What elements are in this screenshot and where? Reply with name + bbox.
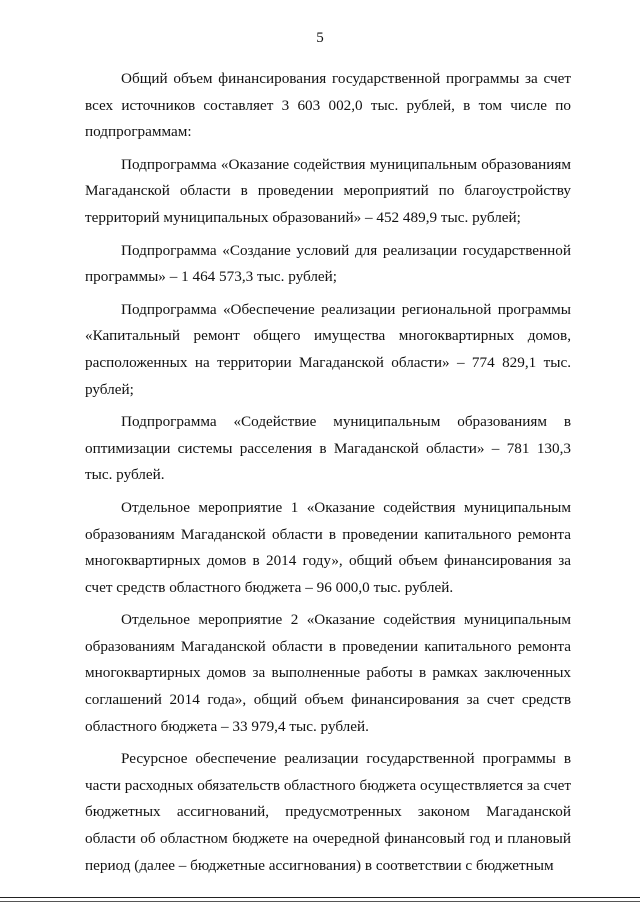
paragraph-subprogram-resettlement: Подпрограмма «Содействие муниципальным образованиям в оптимизации системы расселения в Магаданской области» – 781 130,3 тыс. рублей. bbox=[85, 413, 571, 484]
paragraph-subprogram-conditions: Подпрограмма «Создание условий для реализации государственной программы» – 1 464 573,3 тыс. рублей; bbox=[85, 241, 571, 286]
page-number: 5 bbox=[316, 30, 324, 46]
paragraph-separate-measure-1: Отдельное мероприятие 1 «Оказание содействия муниципальным образованиям Магаданской области в проведении капитального ремонта многоквартирных домов в 2014 году», общий объем финансирования за счет средств областного бюджета – 96 000,0 тыс. рублей. bbox=[85, 498, 571, 596]
paragraph-separate-measure-2: Отдельное мероприятие 2 «Оказание содействия муниципальным образованиям Магаданской области в проведении капитального ремонта многоквартирных домов за выполненные работы в рамках заключенных соглашений 2014 года», общий объем финансирования за счет средств областного бюджета – 33 979,4 тыс. рублей. bbox=[85, 611, 571, 735]
paragraph-subprogram-landscaping: Подпрограмма «Оказание содействия муниципальным образованиям Магаданской области в проведении мероприятий по благоустройству территорий муниципальных образований» – 452 489,9 тыс. рублей; bbox=[85, 155, 571, 226]
scan-edge-line-secondary bbox=[0, 901, 640, 902]
document-body bbox=[85, 66, 571, 885]
paragraph-subprogram-capital-repair: Подпрограмма «Обеспечение реализации региональной программы «Капитальный ремонт общего имущества многоквартирных домов, расположенных на территории Магаданской области» – 774 829,1 тыс. рублей; bbox=[85, 300, 571, 398]
scan-edge-line bbox=[0, 897, 640, 898]
paragraph-resource-provision: Ресурсное обеспечение реализации государственной программы в части расходных обязательств областного бюджета осуществляется за счет бюджетных ассигнований, предусмотренных законом Магаданской области об областном бюджете на очередной финансовый год и плановый период (далее – бюджетные ассигнования) в соответствии с бюджетным bbox=[85, 750, 571, 874]
paragraph-total-financing: Общий объем финансирования государственной программы за счет всех источников составляет 3 603 002,0 тыс. рублей, в том числе по подпрограммам: bbox=[85, 70, 571, 141]
